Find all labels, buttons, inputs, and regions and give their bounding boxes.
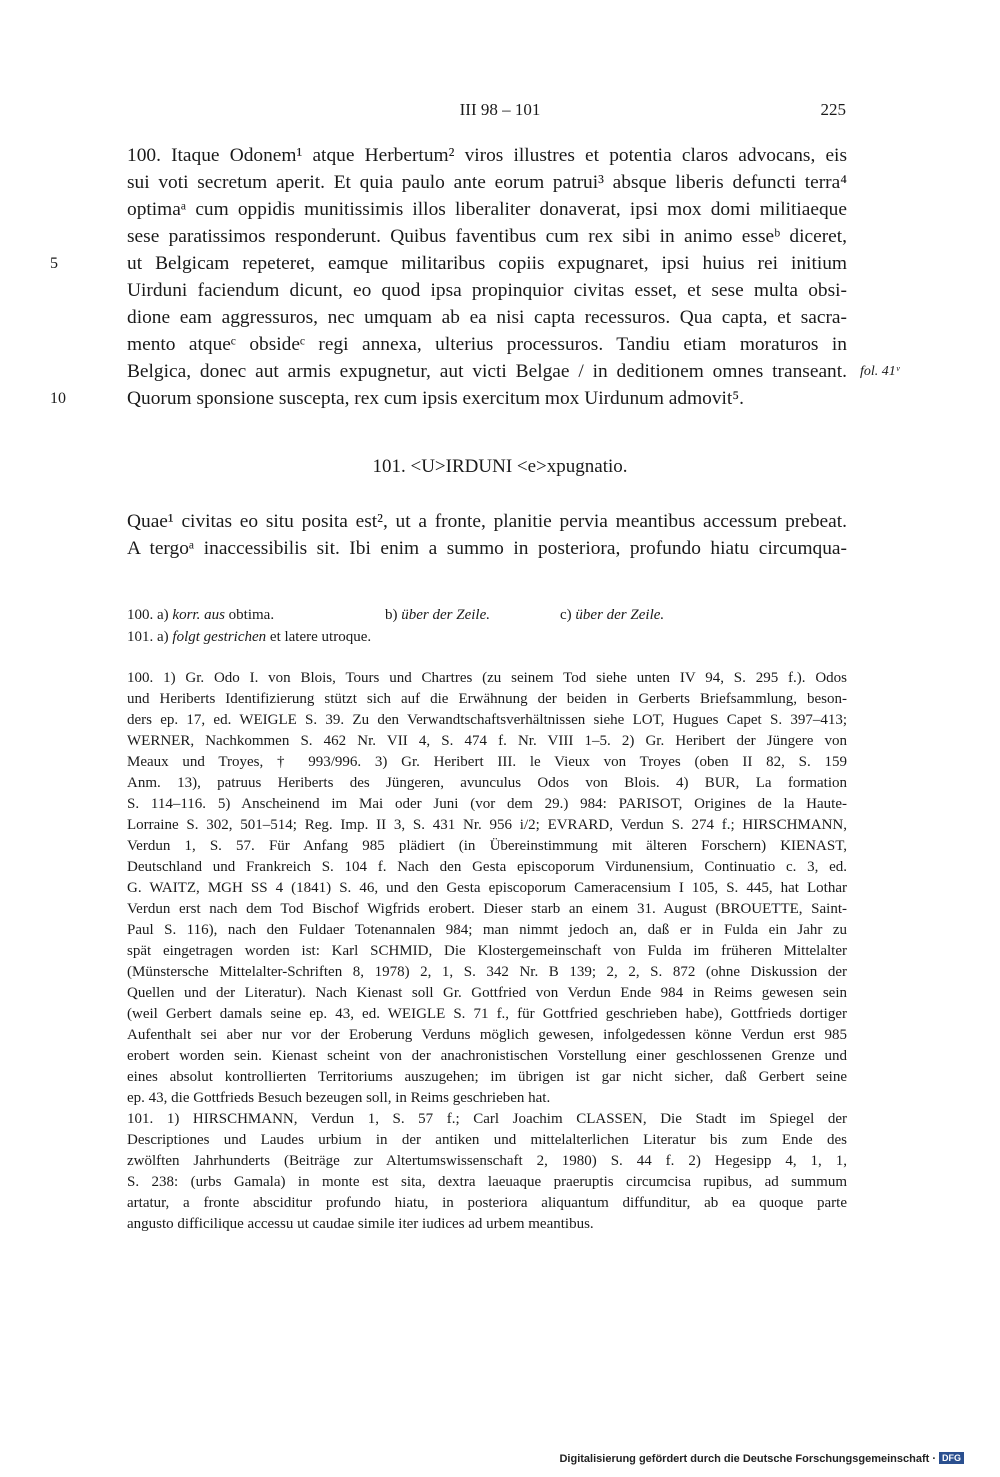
line-number: 5 [50, 255, 58, 272]
apparatus-row [127, 626, 847, 648]
note-line: Deutschland und Frankreich S. 104 f. Nach den Gesta episcoporum Virdunensium, Continuatio c. 3, ed. [127, 859, 847, 875]
main-line: optimaᵃ cum oppidis munitissimis illos liberaliter donaverat, ipsi mox domi militiaeque [127, 199, 847, 220]
note-line: Descriptiones und Laudes urbium in der antiken und mittelalterlichen Literatur bis zum Ende des [127, 1132, 847, 1148]
note-line: S. 114–116. 5) Anscheinend im Mai oder Juni (vor dem 29.) 984: PARISOT, Origines de la Haute- [127, 796, 847, 812]
apparatus-sigil: b) [385, 607, 398, 623]
main-line: mento atqueᶜ obsideᶜ regi annexa, ulterius processuros. Tandiu etiam moraturos in [127, 334, 847, 355]
running-head: III 98 – 101 [459, 100, 541, 119]
main-line: sese paratissimos responderunt. Quibus faventibus cum rex sibi in animo esseᵇ diceret, [127, 226, 847, 247]
note-line: 100. 1) Gr. Odo I. von Blois, Tours und Chartres (zu seinem Tod siehe unten IV 94, S. 295 f.). Odos [127, 670, 847, 686]
note-line: Aufenthalt sei aber nur vor der Eroberung Verduns möglich gewesen, infolgedessen könne Verdun erst 985 [127, 1027, 847, 1043]
note-line: Meaux und Troyes, † 993/996. 3) Gr. Heribert III. le Vieux von Troyes (oben II 82, S. 159 [127, 754, 847, 770]
section-line: A tergoᵃ inaccessibilis sit. Ibi enim a summo in posteriora, profundo hiatu circumqua- [127, 538, 847, 559]
section-line: Quae¹ civitas eo situ posita est², ut a fronte, planitie pervia meantibus accessum prebeat. [127, 511, 847, 532]
main-line: sui voti secretum aperit. Et quia paulo ante eorum patrui³ absque liberis defuncti terra⁴ [127, 172, 847, 193]
apparatus-entry [385, 604, 490, 626]
note-line: Lorraine S. 302, 501–514; Reg. Imp. II 3, S. 431 Nr. 956 i/2; EVRARD, Verdun S. 274 f.; HIRSCHMANN, [127, 817, 847, 833]
note-line: Paul S. 116), nach den Fuldaer Totenannalen 984; man nimmt jedoch an, daß er in Fulda ein Jahr zu [127, 922, 847, 938]
note-line: ders ep. 17, ed. WEIGLE S. 39. Zu den Verwandtschaftsverhältnissen siehe LOT, Hugues Capet S. 397–413; [127, 712, 847, 728]
note-line: 101. 1) HIRSCHMANN, Verdun 1, S. 57 f.; Carl Joachim CLASSEN, Die Stadt im Spiegel der [127, 1111, 847, 1127]
note-line: Verdun 1, S. 57. Für Anfang 985 plädiert (in Übereinstimmung mit älteren Forschern) KIENAST, [127, 838, 847, 854]
main-line: Quorum sponsione suscepta, rex cum ipsis exercitum mox Uirdunum admovit⁵. [127, 388, 744, 409]
apparatus-ref: 100. [127, 607, 154, 623]
main-line: Uirduni faciendum dicunt, eo quod ipsa propinquior civitas esset, et sese multa obsi- [127, 280, 847, 301]
footer-credit [559, 1452, 964, 1465]
main-line: Belgica, donec aut armis expugnetur, aut victi Belgae / in deditionem omnes transeant. [127, 361, 847, 382]
apparatus-note: folgt gestrichen [172, 629, 267, 645]
apparatus-note: korr. aus [172, 607, 225, 623]
main-line: ut Belgicam repeteret, eamque militaribus copiis expugnaret, ipsi huius rei initium [127, 253, 847, 274]
note-line: Anm. 13), patruus Heriberts des Jüngeren, avunculus Odos von Blois. 4) BUR, La formation [127, 775, 847, 791]
note-line: eines absolut kontrollierten Territoriums auszugehen; im übrigen ist gar nicht sicher, daß Gerbert seine [127, 1069, 847, 1085]
apparatus-row [127, 604, 847, 626]
apparatus-ref: 101. [127, 629, 154, 645]
note-line: G. WAITZ, MGH SS 4 (1841) S. 46, und den Gesta episcoporum Cameracensium I 105, S. 445, hat Lothar [127, 880, 847, 896]
apparatus-sigil: c) [560, 607, 572, 623]
note-line: und Heriberts Identifizierung stützt sich auf die Erwähnung der beiden in Gerberts Briefsammlung, beson- [127, 691, 847, 707]
section-heading: 101. <U>IRDUNI <e>xpugnatio. [372, 456, 628, 477]
note-line: spät eingetragen worden ist: Karl SCHMID, Die Klostergemeinschaft von Fulda im früheren Mittelalter [127, 943, 847, 959]
note-line: (weil Gerbert damals seine ep. 43, ed. WEIGLE S. 71 f., für Gottfried geschrieben habe), Gottfrieds dortiger [127, 1006, 847, 1022]
note-line: (Münstersche Mittelalter-Schriften 8, 1978) 2, 1, S. 342 Nr. B 139; 2, 2, S. 872 (ohne Diskussion der [127, 964, 847, 980]
apparatus-note: über der Zeile. [575, 607, 665, 623]
line-number: 10 [50, 390, 66, 407]
note-line: ep. 43, die Gottfrieds Besuch bezeugen soll, in Reims geschrieben hat. [127, 1090, 551, 1106]
apparatus-sigil: a) [157, 607, 169, 623]
note-line: WERNER, Nachkommen S. 462 Nr. VII 4, S. 474 f. Nr. VIII 1–5. 2) Gr. Heribert der Jüngere von [127, 733, 847, 749]
note-line: Verdun erst nach dem Tod Bischof Wigfrids erobert. Dieser starb an einem 31. August (BROUETTE, Saint- [127, 901, 847, 917]
note-line: Quellen und der Literatur). Nach Kienast soll Gr. Gottfried von Verdun Ende 984 in Reims gewesen sein [127, 985, 847, 1001]
note-line: zwölften Jahrhunderts (Beiträge zur Altertumswissenschaft 2, 1980) S. 44 f. 2) Hegesipp 4, 1, 1, [127, 1153, 847, 1169]
main-line: dione eam aggressuros, nec umquam ab ea nisi capta recessuros. Qua capta, et sacra- [127, 307, 847, 328]
apparatus-sigil: a) [157, 629, 169, 645]
page-number: 225 [820, 100, 846, 119]
note-line: erobert worden sein. Kienast scheint von der anachronistischen Vorstellung einer geschlossenen Grenze und [127, 1048, 847, 1064]
apparatus-reading: et latere utroque. [269, 629, 372, 645]
folio-margin-note: fol. 41ᵛ [860, 364, 900, 379]
note-line: angusto difficilique accessu ut caudae simile iter iudices ad urbem meantibus. [127, 1216, 594, 1232]
apparatus-note: über der Zeile. [401, 607, 490, 623]
note-line: S. 238: (urbs Gamala) in monte est sita, dextra laeuaque praeruptis circumcisa rupibus, ad summum [127, 1174, 847, 1190]
footer-text: Digitalisierung gefördert durch die Deutsche Forschungsgemeinschaft · [559, 1453, 936, 1465]
dfg-logo-icon: DFG [939, 1452, 964, 1464]
apparatus-reading: obtima. [228, 607, 275, 623]
note-line: artatur, a fronte absciditur profundo hiatu, in posteriora aliquantum diffunditur, ab ea quoque parte [127, 1195, 847, 1211]
main-line: 100. Itaque Odonem¹ atque Herbertum² viros illustres et potentia claros advocans, eis [127, 145, 847, 166]
apparatus-entry [560, 604, 664, 626]
